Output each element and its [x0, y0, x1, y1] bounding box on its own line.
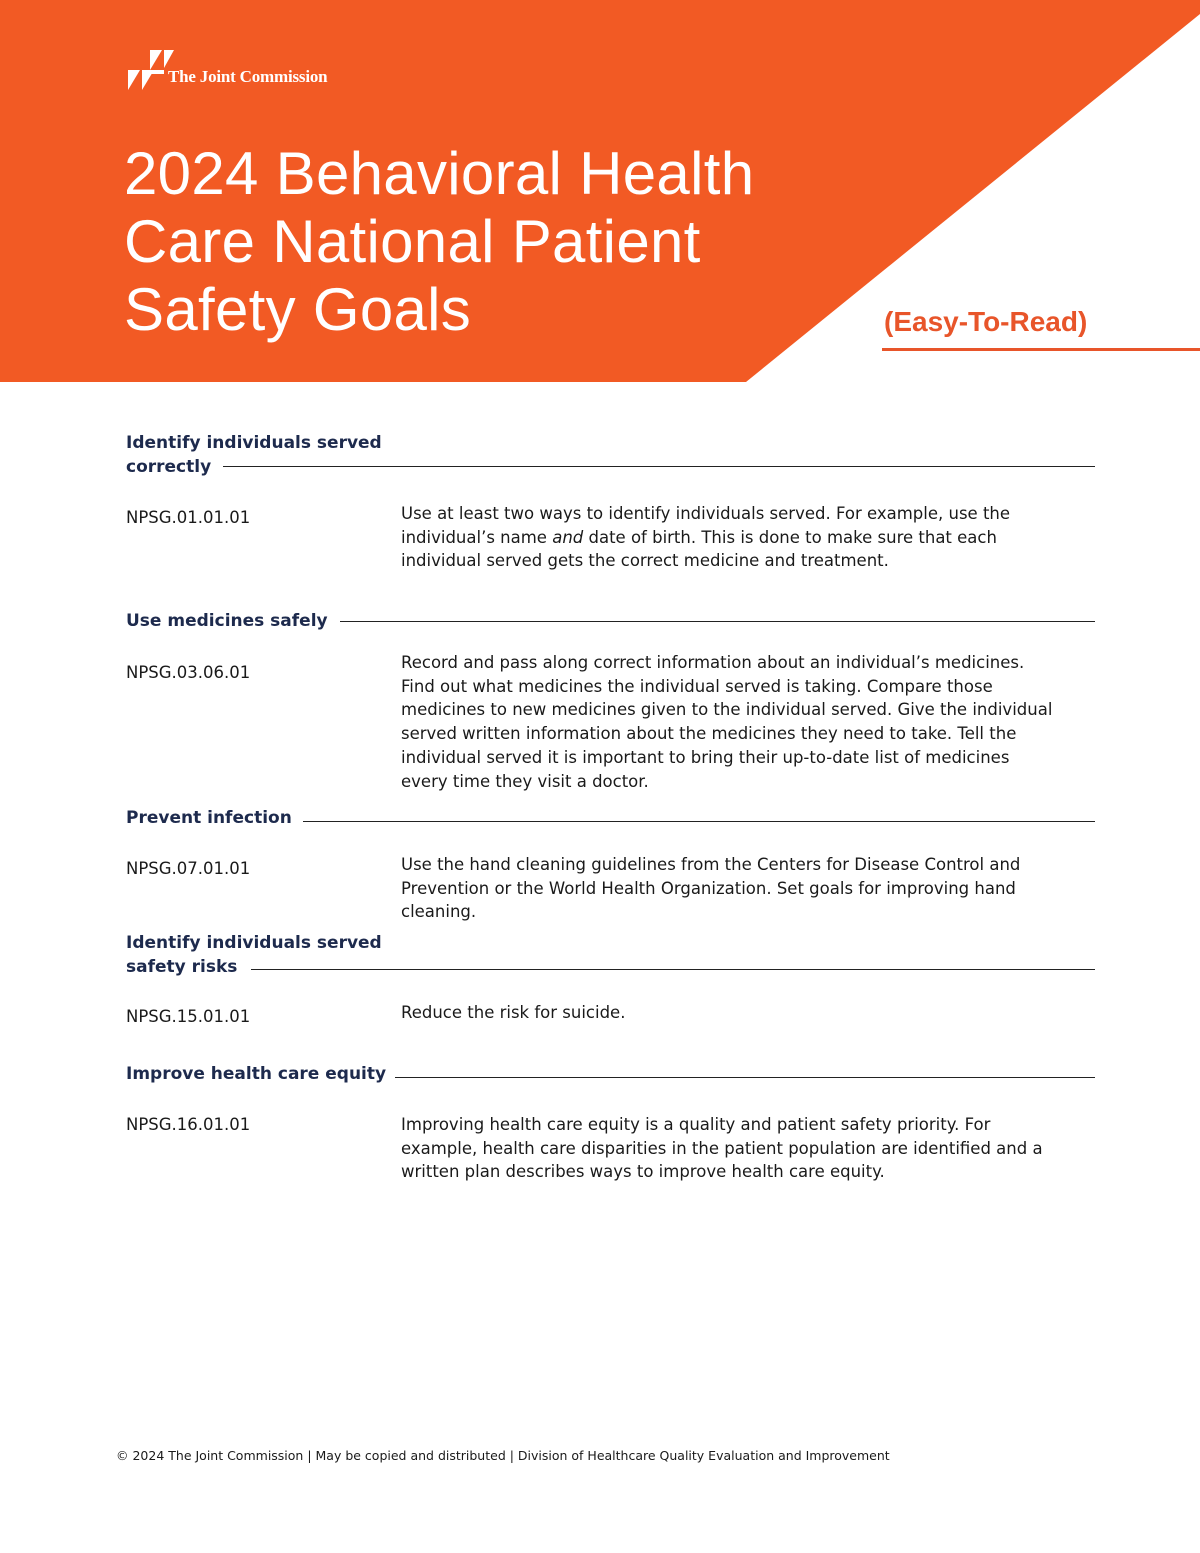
goal-description-text: Use at least two ways to identify individuals served. For example, use the individual’s name	[401, 504, 1011, 547]
section-divider	[340, 621, 1095, 622]
goal-description: Reduce the risk for suicide.	[401, 1003, 626, 1022]
section-divider	[251, 969, 1095, 970]
goal-description-emphasis: and	[552, 527, 584, 547]
easy-to-read-underline	[882, 348, 1200, 351]
footer-copyright: © 2024 The Joint Commission | May be copied and distributed | Division of Healthcare Quality Evaluation and Improvement	[116, 1448, 890, 1463]
title-line: Care National Patient	[124, 208, 701, 275]
section-divider	[223, 466, 1095, 467]
section-heading-line: Use medicines safely	[126, 611, 328, 631]
goal-code: NPSG.01.01.01	[126, 508, 251, 527]
title-line: Safety Goals	[124, 276, 472, 343]
section-heading-line: Improve health care equity	[126, 1064, 387, 1084]
section-divider	[303, 821, 1095, 822]
goal-description	[401, 502, 1061, 573]
easy-to-read-label: (Easy-To-Read)	[884, 306, 1088, 337]
goal-code: NPSG.07.01.01	[126, 859, 251, 878]
section-heading-line: Prevent infection	[126, 808, 292, 828]
logo	[128, 50, 327, 92]
page-title	[124, 140, 754, 344]
logo-text: The Joint Commission	[168, 67, 328, 86]
goal-code: NPSG.15.01.01	[126, 1007, 251, 1026]
section-heading-line: safety risks	[126, 957, 238, 977]
goal-description: Use the hand cleaning guidelines from the Centers for Disease Control and Prevention or the World Health Organization. Set goals for improving hand cleaning.	[401, 855, 1021, 922]
title-line: 2024 Behavioral Health	[124, 140, 755, 207]
section-divider	[395, 1077, 1095, 1078]
goal-description: Improving health care equity is a quality and patient safety priority. For example, health care disparities in the patient population are identified and a written plan describes ways to improve health care equity.	[401, 1115, 1043, 1182]
section-heading	[126, 431, 382, 479]
goal-code: NPSG.16.01.01	[126, 1115, 251, 1134]
goal-description: Record and pass along correct information about an individual’s medicines. Find out what medicines the individual served is taking. Compare those medicines to new medicines given to the individual served. Give the individual served written information about the medicines they need to take. Tell the individual served it is important to bring their up-to-date list of medicines every time they visit a doctor.	[401, 653, 1053, 791]
section-heading	[126, 609, 328, 633]
section-heading-line: Identify individuals served	[126, 433, 382, 453]
section-heading-line: Identify individuals served	[126, 933, 382, 953]
goal-description-text: date of birth. This is done to make sure that each individual served gets the correct medicine and treatment.	[401, 527, 997, 571]
section-heading	[126, 806, 292, 830]
goal-code: NPSG.03.06.01	[126, 663, 251, 682]
section-heading	[126, 1062, 386, 1086]
section-heading	[126, 931, 382, 979]
section-heading-line: correctly	[126, 457, 212, 477]
